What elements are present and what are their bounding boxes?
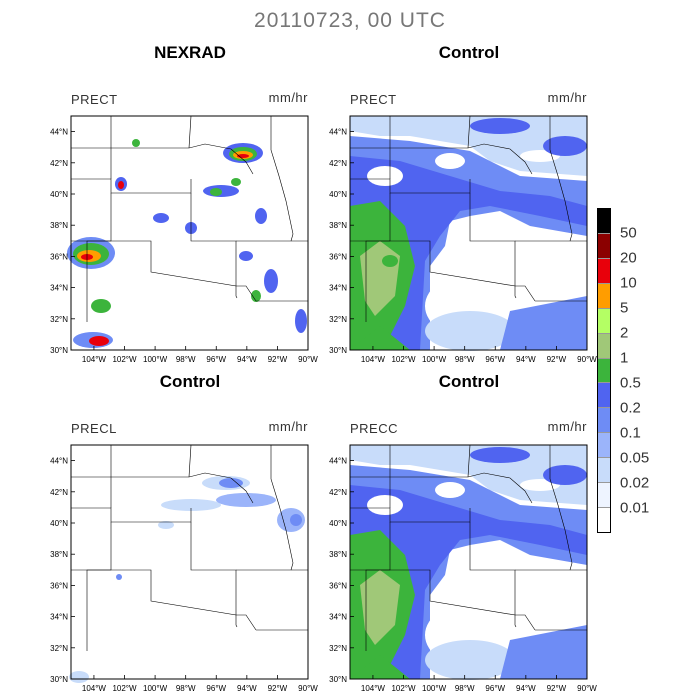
state-boundaries [71,445,308,651]
colorbar-box [598,408,610,433]
colorbar-box [598,433,610,458]
colorbar-level-label: 0.5 [620,374,641,392]
colorbar-level-label: 0.02 [620,474,650,492]
lat-tick-label: 38°N [50,550,68,560]
colorbar-level-label: 0.01 [620,499,650,517]
lon-tick-label: 104°W [360,355,385,364]
lon-tick-label: 100°W [422,355,447,364]
map-panel-precl [50,445,318,693]
lon-tick-label: 104°W [360,684,385,693]
lat-tick-label: 30°N [329,346,347,355]
colorbar-box [598,209,610,234]
lat-tick-label: 36°N [50,581,68,591]
lat-tick-label: 44°N [329,456,347,466]
lon-tick-label: 100°W [143,684,168,693]
lon-tick-label: 102°W [112,355,137,364]
lat-tick-label: 32°N [50,314,68,324]
panel-var-nexrad: PRECT [71,92,118,107]
lat-tick-label: 40°N [50,519,68,528]
lat-tick-label: 36°N [329,581,347,591]
lon-tick-label: 98°W [175,684,196,693]
map-panel-control-prect [329,116,597,364]
colorbar-box [598,284,610,309]
lon-tick-label: 102°W [112,684,137,693]
precip-field [69,476,305,683]
lat-tick-label: 34°N [50,283,68,293]
colorbar-box [598,334,610,359]
lat-tick-label: 42°N [329,158,347,168]
lat-tick-label: 40°N [329,519,347,528]
colorbar-level-label: 2 [620,324,629,342]
lat-tick-label: 34°N [329,283,347,293]
main-title: 20110723, 00 UTC [254,9,446,32]
panel-var-precc: PRECC [350,421,399,436]
colorbar-level-label: 0.1 [620,424,641,442]
panel-title-control-precc: Control [438,372,500,391]
lon-tick-label: 100°W [143,355,168,364]
lon-tick-label: 90°W [298,355,318,364]
panel-title-nexrad: NEXRAD [154,43,226,62]
map-frame [71,445,308,679]
panel-units-control-prect: mm/hr [547,90,587,105]
lat-tick-label: 38°N [329,221,347,231]
colorbar-box [598,359,610,384]
colorbar-level-label: 20 [620,249,637,267]
lat-tick-label: 40°N [329,190,347,199]
lon-tick-label: 92°W [267,355,288,364]
lat-tick-label: 32°N [50,643,68,653]
colorbar-level-label: 50 [620,224,637,242]
lat-tick-label: 30°N [329,675,347,684]
lat-tick-label: 40°N [50,190,68,199]
colorbar-level-label: 0.2 [620,399,641,417]
lon-tick-label: 104°W [81,684,106,693]
lon-tick-label: 94°W [516,684,536,693]
colorbar-box [598,508,610,532]
colorbar-level-label: 5 [620,299,629,317]
lat-tick-label: 42°N [50,158,68,168]
lat-tick-label: 36°N [329,252,347,262]
lon-tick-label: 96°W [485,684,506,693]
lon-tick-label: 98°W [175,355,196,364]
colorbar-box [598,259,610,284]
lon-tick-label: 98°W [454,355,475,364]
lon-tick-label: 92°W [546,684,567,693]
lon-tick-label: 104°W [81,355,106,364]
colorbar-level-label: 1 [620,349,629,367]
lon-tick-label: 94°W [237,355,257,364]
lat-tick-label: 34°N [50,612,68,622]
colorbar-box [598,458,610,483]
lon-tick-label: 96°W [206,684,227,693]
lat-tick-label: 44°N [50,456,68,466]
lon-tick-label: 100°W [422,684,447,693]
colorbar-box [598,483,610,508]
precip-field [67,139,307,348]
lat-tick-label: 44°N [329,127,347,137]
colorbar-level-label: 10 [620,274,637,292]
panel-title-control-precl: Control [159,372,221,391]
lon-tick-label: 92°W [546,355,567,364]
panel-units-nexrad: mm/hr [268,90,308,105]
lon-tick-label: 90°W [298,684,318,693]
panel-var-precl: PRECL [71,421,117,436]
colorbar-box [598,309,610,334]
lon-tick-label: 98°W [454,684,475,693]
panel-units-precl: mm/hr [268,419,308,434]
lat-tick-label: 30°N [50,346,68,355]
lon-tick-label: 96°W [206,355,227,364]
panel-title-control-prect: Control [438,43,500,62]
map-panel-precc [329,445,597,693]
lon-tick-label: 102°W [391,684,416,693]
panel-units-precc: mm/hr [547,419,587,434]
lat-tick-label: 42°N [329,487,347,497]
lat-tick-label: 30°N [50,675,68,684]
lon-tick-label: 90°W [577,684,597,693]
panel-var-control-prect: PRECT [350,92,397,107]
lon-tick-label: 92°W [267,684,288,693]
lat-tick-label: 32°N [329,643,347,653]
lat-tick-label: 38°N [329,550,347,560]
lat-tick-label: 34°N [329,612,347,622]
lon-tick-label: 96°W [485,355,506,364]
lon-tick-label: 94°W [516,355,536,364]
colorbar-box [598,383,610,408]
colorbar [597,208,611,533]
lon-tick-label: 102°W [391,355,416,364]
lat-tick-label: 32°N [329,314,347,324]
lat-tick-label: 42°N [50,487,68,497]
colorbar-level-label: 0.05 [620,449,650,467]
colorbar-box [598,234,610,259]
map-panel-nexrad [50,116,318,364]
lon-tick-label: 94°W [237,684,257,693]
lat-tick-label: 38°N [50,221,68,231]
lon-tick-label: 90°W [577,355,597,364]
lat-tick-label: 44°N [50,127,68,137]
lat-tick-label: 36°N [50,252,68,262]
